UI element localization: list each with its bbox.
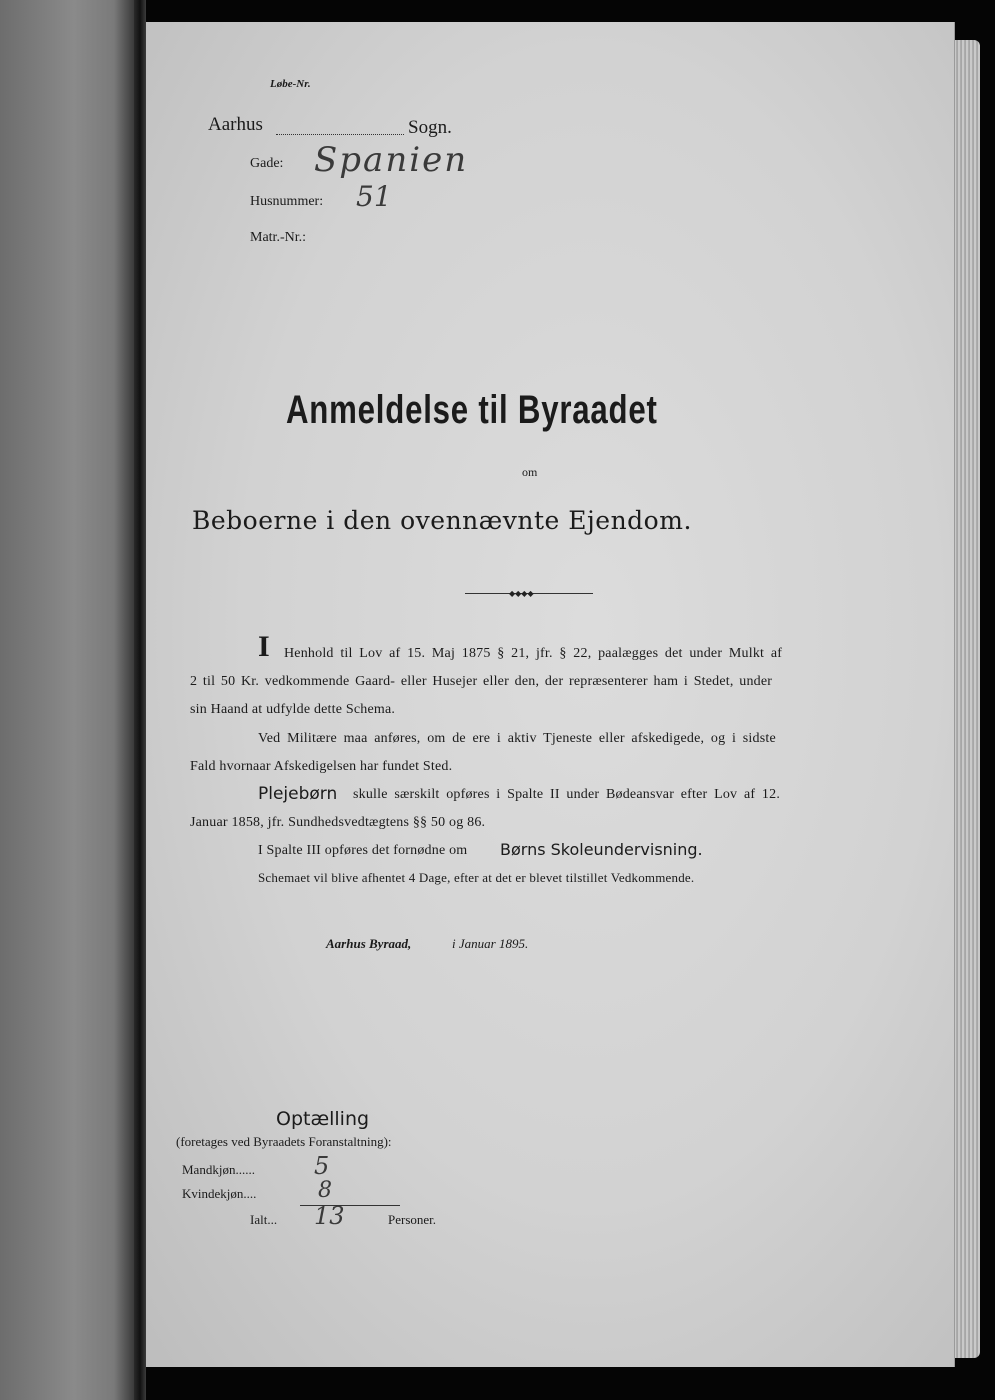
- husnummer-label: Husnummer:: [250, 194, 324, 209]
- paragraph-4-emphasis: Børns Skoleundervisning.: [500, 840, 703, 859]
- plejeborn-word: Plejebørn: [258, 784, 338, 804]
- left-page-edge: [0, 0, 134, 1400]
- personer-label: Personer.: [388, 1212, 437, 1227]
- count-note: (foretages ved Byraadets Foranstaltning):: [176, 1134, 392, 1149]
- book-gutter: [134, 0, 146, 1400]
- count-title: Optælling: [276, 1108, 370, 1130]
- gade-value: Spanien: [314, 140, 469, 180]
- mandkjon-label: Mandkjøn......: [182, 1162, 255, 1177]
- paragraph-1-line-2: 2 til 50 Kr. vedkommende Gaard- eller Husejer eller den, der repræsenterer ham i Stedet, under: [190, 674, 773, 689]
- signature: Aarhus Byraad,: [326, 936, 412, 951]
- initial-letter: I: [258, 630, 270, 663]
- paragraph-1-line-3: sin Haand at udfylde dette Schema.: [190, 702, 396, 717]
- ialt-label: Ialt...: [250, 1212, 278, 1227]
- sogn-line: [276, 134, 404, 135]
- title-om: om: [522, 465, 538, 479]
- kvindekjon-label: Kvindekjøn....: [182, 1186, 257, 1201]
- document-page: [146, 22, 955, 1367]
- city-label: Aarhus: [208, 114, 263, 135]
- document-subtitle: Beboerne i den ovennævnte Ejendom.: [192, 506, 692, 535]
- husnummer-value: 51: [356, 180, 392, 213]
- paragraph-2-line-2: Fald hvornaar Afskedigelsen har fundet Sted.: [190, 759, 453, 774]
- page-edges: [954, 40, 980, 1358]
- ornament-divider: [465, 589, 593, 598]
- paragraph-2-line-1: Ved Militære maa anføres, om de ere i aktiv Tjeneste eller afskedigede, og i sidste: [258, 731, 776, 746]
- document-title: Anmeldelse til Byraadet: [286, 388, 658, 432]
- ialt-value: 13: [314, 1202, 345, 1230]
- gade-label: Gade:: [250, 156, 284, 171]
- sogn-label: Sogn.: [408, 117, 452, 138]
- mandkjon-value: 5: [314, 1152, 330, 1180]
- signature-date: i Januar 1895.: [452, 936, 529, 951]
- matr-label: Matr.-Nr.:: [250, 230, 306, 245]
- paragraph-3-line-1: skulle særskilt opføres i Spalte II under Bødeansvar efter Lov af 12.: [353, 787, 781, 802]
- lobe-nr-label: Løbe-Nr.: [270, 78, 311, 90]
- kvindekjon-value: 8: [318, 1178, 332, 1203]
- paragraph-4-text: I Spalte III opføres det fornødne om: [258, 843, 468, 858]
- paragraph-5: Schemaet vil blive afhentet 4 Dage, efter at det er blevet tilstillet Vedkommende.: [258, 870, 695, 885]
- ornament-dots: ◆◆◆◆: [509, 589, 534, 598]
- paragraph-3-line-2: Januar 1858, jfr. Sundhedsvedtægtens §§ 50 og 86.: [190, 815, 486, 830]
- paragraph-1-line-1: Henhold til Lov af 15. Maj 1875 § 21, jfr. § 22, paalægges det under Mulkt af: [284, 646, 783, 661]
